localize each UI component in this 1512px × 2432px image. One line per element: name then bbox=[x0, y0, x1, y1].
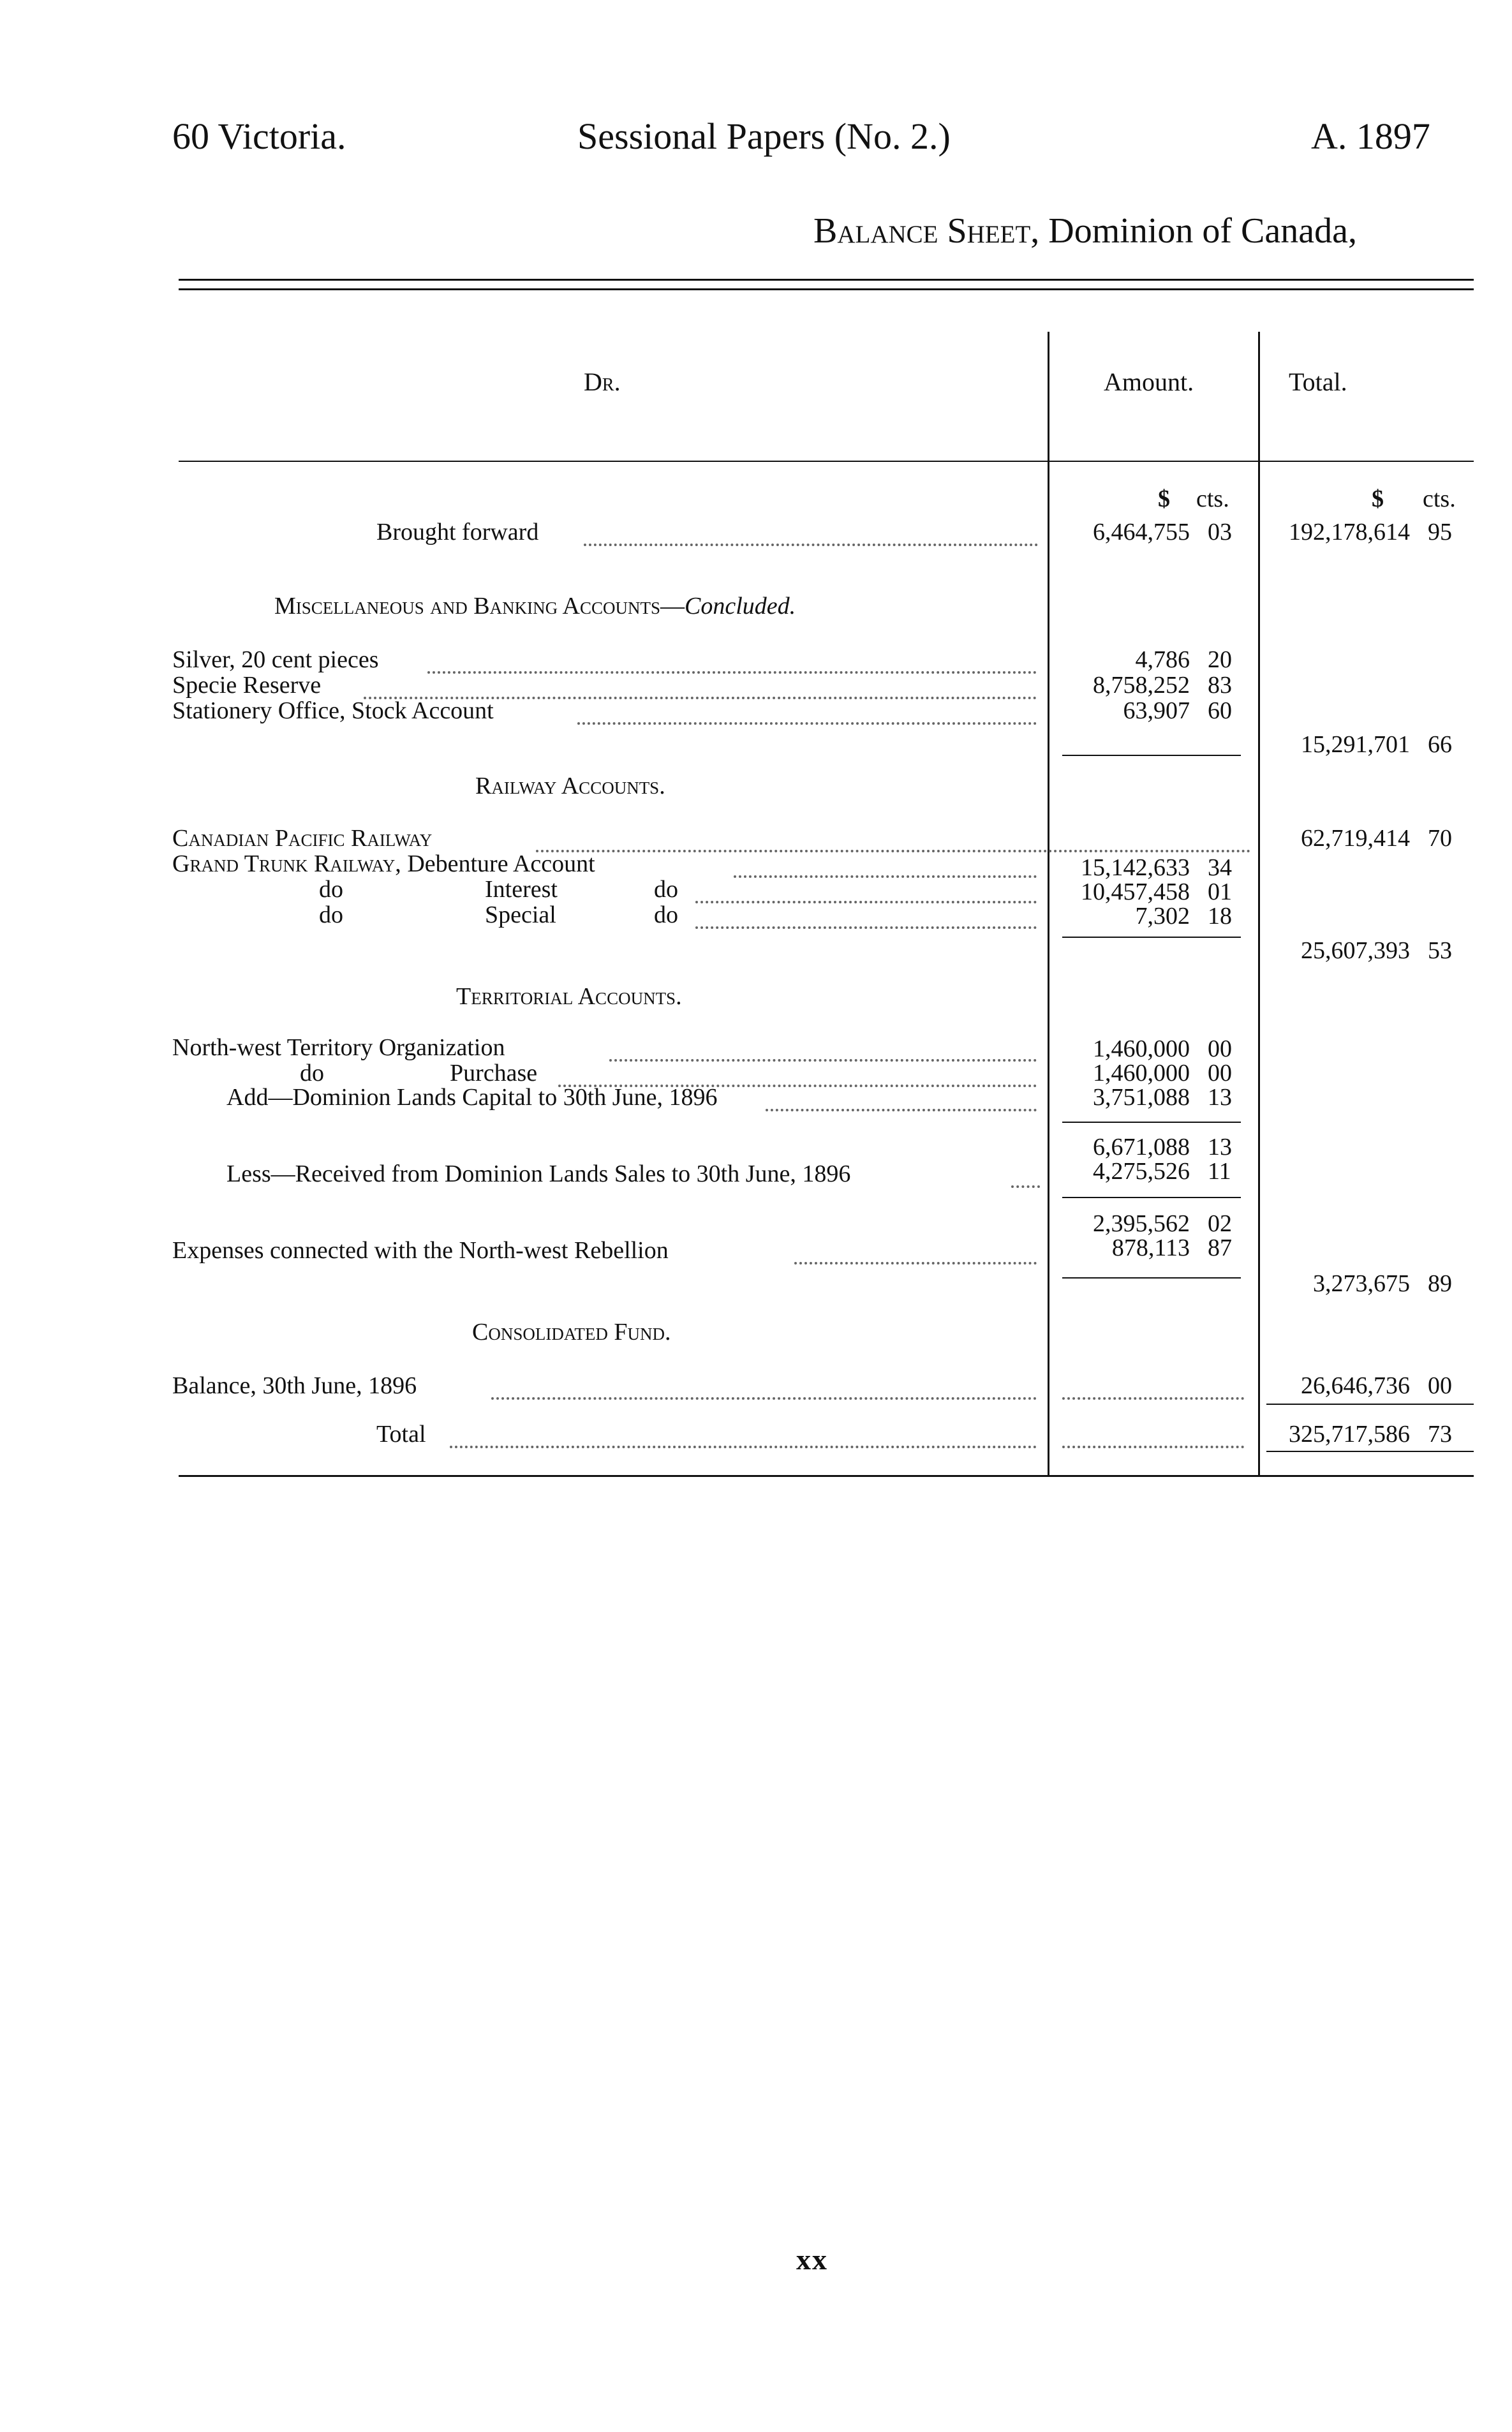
title-rest: Dominion of Canada, bbox=[1048, 211, 1357, 251]
nwt-purchase-amount-cents: 00 bbox=[1208, 1060, 1232, 1086]
grand-total-cents: 73 bbox=[1428, 1421, 1452, 1448]
railway-total: 25,607,393 bbox=[1301, 937, 1410, 964]
nwt-purchase-amount: 1,460,000 bbox=[1093, 1060, 1190, 1086]
less-lands-label: Less—Received from Dominion Lands Sales to 30th June, 1896 bbox=[226, 1160, 851, 1187]
section-misc-heading bbox=[274, 592, 796, 620]
leader-dots bbox=[766, 1109, 1037, 1111]
leader-dots bbox=[577, 722, 1037, 725]
sum-rule bbox=[1062, 937, 1241, 938]
misc-total: 15,291,701 bbox=[1301, 731, 1410, 758]
leader-dots bbox=[794, 1262, 1037, 1264]
leader-dots bbox=[427, 671, 1037, 674]
sum-rule bbox=[1266, 1451, 1474, 1452]
gtr-special-label: Special bbox=[485, 901, 556, 928]
amount-dollar-sign: $ bbox=[1158, 486, 1170, 512]
subtotal1-amount-cents: 13 bbox=[1208, 1134, 1232, 1160]
header-rule bbox=[179, 461, 1474, 462]
title-prefix: Balance Sheet, bbox=[813, 211, 1040, 251]
nwt-purchase-label: Purchase bbox=[450, 1060, 538, 1086]
total-cents-label: cts. bbox=[1423, 486, 1456, 512]
section-consolidated-heading: Consolidated Fund. bbox=[472, 1319, 671, 1346]
gtr-interest-do2: do bbox=[654, 876, 678, 903]
gtr-special-amount-cents: 18 bbox=[1208, 903, 1232, 930]
add-lands-amount-cents: 13 bbox=[1208, 1084, 1232, 1111]
sum-rule bbox=[1062, 755, 1241, 756]
top-rule-2 bbox=[179, 288, 1474, 290]
cpr-total-cents: 70 bbox=[1428, 825, 1452, 852]
section-railway-heading: Railway Accounts. bbox=[475, 773, 665, 799]
silver-amount-cents: 20 bbox=[1208, 646, 1232, 673]
leader-dots bbox=[695, 926, 1037, 929]
leader-dots bbox=[1011, 1185, 1040, 1188]
gtr-interest-do1: do bbox=[319, 876, 343, 903]
railway-total-cents: 53 bbox=[1428, 937, 1452, 964]
leader-dots bbox=[695, 901, 1037, 903]
cpr-label: Canadian Pacific Railway bbox=[172, 825, 433, 852]
add-lands-amount: 3,751,088 bbox=[1093, 1084, 1190, 1111]
silver-amount: 4,786 bbox=[1135, 646, 1190, 673]
balance-label: Balance, 30th June, 1896 bbox=[172, 1372, 417, 1399]
column-dr: Dr. bbox=[584, 367, 621, 396]
sum-rule bbox=[1062, 1122, 1241, 1123]
sum-rule bbox=[1266, 1404, 1474, 1405]
divider-total bbox=[1258, 332, 1260, 1477]
leader-dots bbox=[1062, 1446, 1244, 1448]
grand-total: 325,717,586 bbox=[1289, 1421, 1410, 1448]
cpr-total: 62,719,414 bbox=[1301, 825, 1410, 852]
total-dollar-sign: $ bbox=[1372, 486, 1384, 512]
leader-dots bbox=[1062, 1397, 1244, 1400]
amount-cents-label: cts. bbox=[1196, 486, 1229, 512]
subtotal2-amount: 2,395,562 bbox=[1093, 1210, 1190, 1237]
gtr-interest-amount: 10,457,458 bbox=[1081, 879, 1190, 905]
rebellion-amount: 878,113 bbox=[1111, 1235, 1190, 1261]
less-lands-amount-cents: 11 bbox=[1208, 1158, 1231, 1185]
sum-rule bbox=[1062, 1197, 1241, 1198]
territorial-total-cents: 89 bbox=[1428, 1270, 1452, 1297]
balance-total-cents: 00 bbox=[1428, 1372, 1452, 1399]
leader-dots bbox=[609, 1059, 1037, 1062]
nwt-org-amount-cents: 00 bbox=[1208, 1035, 1232, 1062]
nwt-org-label: North-west Territory Organization bbox=[172, 1034, 505, 1061]
leader-dots bbox=[450, 1446, 1037, 1448]
brought-forward-amount: 6,464,755 bbox=[1093, 519, 1190, 545]
page-number: xx bbox=[796, 2243, 828, 2276]
brought-forward-amount-cents: 03 bbox=[1208, 519, 1232, 545]
specie-amount: 8,758,252 bbox=[1093, 672, 1190, 699]
subtotal2-amount-cents: 02 bbox=[1208, 1210, 1232, 1237]
stationery-label: Stationery Office, Stock Account bbox=[172, 697, 494, 724]
leader-dots bbox=[536, 850, 1250, 852]
brought-forward-total: 192,178,614 bbox=[1289, 519, 1410, 545]
specie-amount-cents: 83 bbox=[1208, 672, 1232, 699]
leader-dots bbox=[491, 1397, 1037, 1400]
gtr-debenture-label bbox=[172, 850, 595, 878]
subtotal1-amount: 6,671,088 bbox=[1093, 1134, 1190, 1160]
leader-dots bbox=[734, 875, 1037, 878]
add-lands-label: Add—Dominion Lands Capital to 30th June, 1896 bbox=[226, 1084, 718, 1111]
less-lands-amount: 4,275,526 bbox=[1093, 1158, 1190, 1185]
stationery-amount: 63,907 bbox=[1123, 697, 1190, 724]
bottom-rule bbox=[179, 1475, 1474, 1477]
column-amount: Amount. bbox=[1104, 367, 1194, 396]
rebellion-label: Expenses connected with the North-west Rebellion bbox=[172, 1237, 669, 1264]
territorial-total: 3,273,675 bbox=[1313, 1270, 1410, 1297]
gtr-special-amount: 7,302 bbox=[1135, 903, 1190, 930]
gtr-debenture-amount-cents: 34 bbox=[1208, 854, 1232, 881]
gtr-interest-label: Interest bbox=[485, 876, 558, 903]
top-rule-1 bbox=[179, 279, 1474, 281]
silver-label: Silver, 20 cent pieces bbox=[172, 646, 379, 673]
section-territorial-heading: Territorial Accounts. bbox=[456, 983, 682, 1010]
brought-forward-label: Brought forward bbox=[376, 519, 539, 545]
column-total: Total. bbox=[1289, 367, 1347, 396]
brought-forward-total-cents: 95 bbox=[1428, 519, 1452, 545]
misc-total-cents: 66 bbox=[1428, 731, 1452, 758]
section-misc-concluded: Concluded. bbox=[684, 593, 796, 619]
gtr-special-do2: do bbox=[654, 901, 678, 928]
nwt-org-amount: 1,460,000 bbox=[1093, 1035, 1190, 1062]
header-right: A. 1897 bbox=[1311, 115, 1430, 157]
balance-total: 26,646,736 bbox=[1301, 1372, 1410, 1399]
gtr-special-do1: do bbox=[319, 901, 343, 928]
header-center: Sessional Papers (No. 2.) bbox=[577, 115, 951, 157]
gtr-debenture-amount: 15,142,633 bbox=[1081, 854, 1190, 881]
gtr-debenture-account: Debenture Account bbox=[407, 850, 595, 877]
gtr-interest-amount-cents: 01 bbox=[1208, 879, 1232, 905]
rebellion-amount-cents: 87 bbox=[1208, 1235, 1232, 1261]
gtr-name: Grand Trunk Railway, bbox=[172, 850, 401, 877]
stationery-amount-cents: 60 bbox=[1208, 697, 1232, 724]
specie-label: Specie Reserve bbox=[172, 672, 322, 699]
divider-amount bbox=[1048, 332, 1049, 1477]
section-misc-label: Miscellaneous and Banking Accounts— bbox=[274, 593, 685, 619]
grand-total-label: Total bbox=[376, 1421, 426, 1448]
leader-dots bbox=[584, 544, 1038, 546]
nwt-purchase-do: do bbox=[300, 1060, 324, 1086]
sum-rule bbox=[1062, 1277, 1241, 1279]
header-left: 60 Victoria. bbox=[172, 115, 346, 157]
page-title bbox=[813, 211, 1357, 251]
